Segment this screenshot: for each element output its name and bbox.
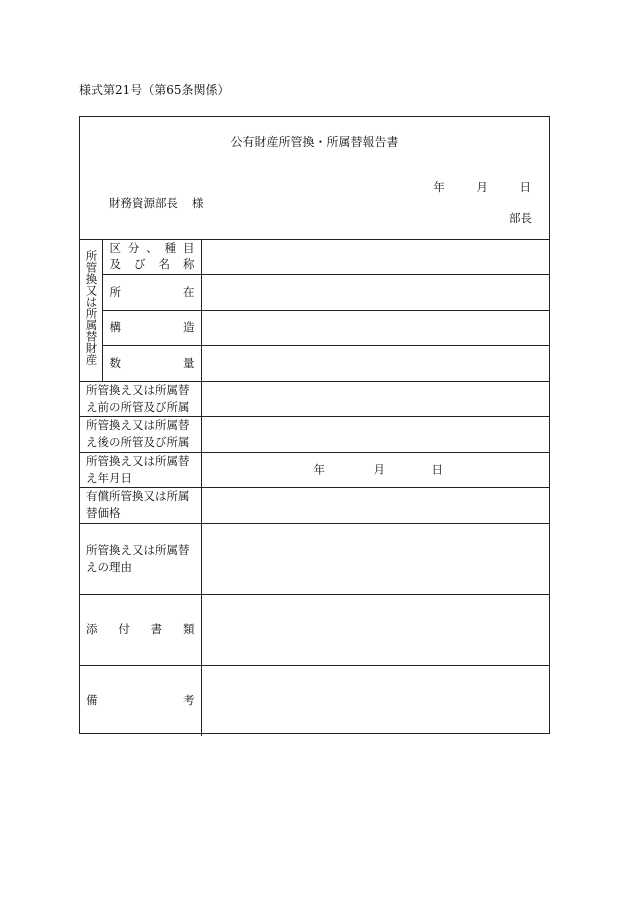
table-row <box>80 416 549 452</box>
table-row <box>80 310 549 345</box>
remarks-label: 備 考 <box>80 665 201 736</box>
form-table <box>80 239 549 736</box>
price-label: 有償所管換又は所属替価格 <box>80 487 201 523</box>
table-row <box>80 594 549 665</box>
addressee-name: 財務資源部長 <box>109 196 178 210</box>
price-field[interactable] <box>201 487 549 523</box>
transfer-month: 月 <box>373 462 385 477</box>
form-header <box>80 117 549 240</box>
table-row <box>80 665 549 736</box>
property-group-label: 所管換又は所属替財産 <box>80 239 102 381</box>
remarks-field[interactable] <box>201 665 549 736</box>
structure-field[interactable] <box>201 310 549 345</box>
transfer-date-label: 所管換え又は所属替え年月日 <box>80 452 201 487</box>
report-year: 年 <box>433 180 445 194</box>
form-number: 様式第21号（第65条関係） <box>79 83 230 97</box>
transfer-date-field[interactable] <box>201 452 549 487</box>
after-label: 所管換え又は所属替え後の所管及び所属 <box>80 416 201 452</box>
report-date <box>433 179 531 195</box>
report-day: 日 <box>519 180 531 194</box>
quantity-label: 数 量 <box>102 345 201 381</box>
structure-label: 構 造 <box>102 310 201 345</box>
table-row <box>80 523 549 594</box>
transfer-day: 日 <box>431 462 443 477</box>
attachments-field[interactable] <box>201 594 549 665</box>
report-month: 月 <box>476 180 488 194</box>
table-row <box>80 345 549 381</box>
report-form <box>79 116 550 734</box>
addressee <box>109 195 204 211</box>
before-label: 所管換え又は所属替え前の所管及び所属 <box>80 381 201 416</box>
honorific: 様 <box>192 196 204 210</box>
before-field[interactable] <box>201 381 549 416</box>
after-field[interactable] <box>201 416 549 452</box>
location-label: 所 在 <box>102 274 201 310</box>
table-row <box>80 487 549 523</box>
reporter: 部長 <box>509 211 532 225</box>
document-title: 公有財産所管換・所属替報告書 <box>230 135 399 149</box>
reason-label: 所管換え又は所属替えの理由 <box>80 523 201 594</box>
reason-field[interactable] <box>201 523 549 594</box>
table-row <box>80 239 549 274</box>
table-row <box>80 452 549 487</box>
quantity-field[interactable] <box>201 345 549 381</box>
attachments-label: 添 付 書 類 <box>80 594 201 665</box>
location-field[interactable] <box>201 274 549 310</box>
table-row <box>80 381 549 416</box>
transfer-year: 年 <box>313 462 325 477</box>
category-field[interactable] <box>201 239 549 274</box>
table-row <box>80 274 549 310</box>
category-label: 区 分 、 種 目 及 び 名 称 <box>102 239 201 274</box>
